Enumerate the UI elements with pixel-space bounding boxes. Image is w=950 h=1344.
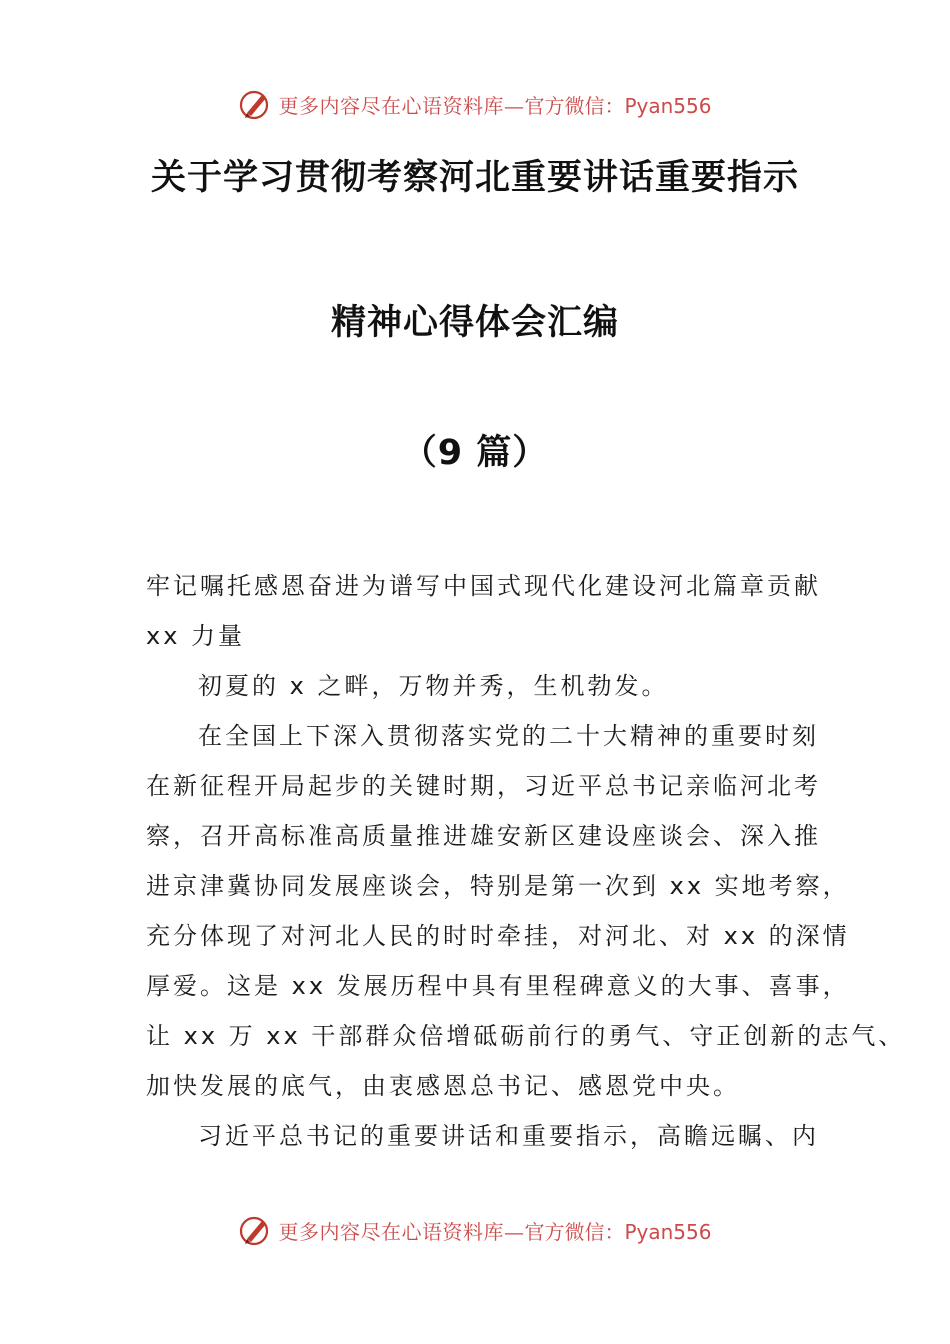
pen-logo-icon <box>238 1213 272 1247</box>
body-line: 牢记嘱托感恩奋进为谱写中国式现代化建设河北篇章贡献 <box>146 572 821 600</box>
body-line: xx 力量 <box>146 622 246 650</box>
body-line: 习近平总书记的重要讲话和重要指示，高瞻远瞩、内 <box>198 1122 819 1150</box>
body-line: 察，召开高标准高质量推进雄安新区建设座谈会、深入推 <box>146 822 821 850</box>
body-line: 让 xx 万 xx 干部群众倍增砥砺前行的勇气、守正创新的志气、 <box>146 1022 906 1050</box>
document-title-line-2: 精神心得体会汇编 <box>330 303 619 343</box>
body-line: 初夏的 x 之畔，万物并秀，生机勃发。 <box>198 672 669 700</box>
document-title-count: （9 篇） <box>401 433 549 473</box>
banner-text: 更多内容尽在心语资料库— <box>278 1219 525 1244</box>
body-line: 充分体现了对河北人民的时时牵挂，对河北、对 xx 的深情 <box>146 922 850 950</box>
banner-wechat: 官方微信：Pyan556 <box>524 93 712 118</box>
body-line: 在新征程开局起步的关键时期，习近平总书记亲临河北考 <box>146 772 821 800</box>
banner-wechat: 官方微信：Pyan556 <box>524 1219 712 1244</box>
footer-watermark-banner <box>0 1210 950 1250</box>
body-line: 厚爱。这是 xx 发展历程中具有里程碑意义的大事、喜事， <box>146 972 850 1000</box>
banner-text: 更多内容尽在心语资料库— <box>278 93 525 118</box>
body-line: 加快发展的底气，由衷感恩总书记、感恩党中央。 <box>146 1072 740 1100</box>
body-line: 在全国上下深入贯彻落实党的二十大精神的重要时刻 <box>198 722 819 750</box>
header-watermark-banner <box>0 84 950 124</box>
pen-logo-icon <box>238 87 272 121</box>
body-line: 进京津冀协同发展座谈会，特别是第一次到 xx 实地考察， <box>146 872 850 900</box>
document-title-line-1: 关于学习贯彻考察河北重要讲话重要指示 <box>150 158 799 198</box>
